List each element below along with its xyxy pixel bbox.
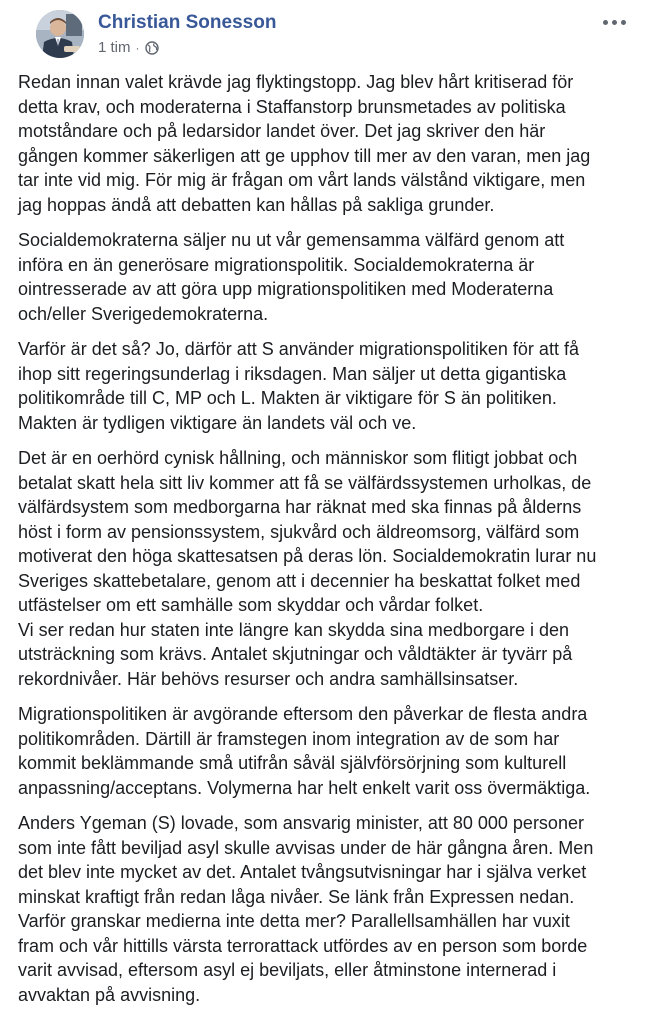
- post-paragraph: Redan innan valet krävde jag flyktingstopp. Jag blev hårt kritiserad för detta krav, och moderaterna i Staffanstorp brunsmetades av politiska motståndare och på ledarsidor landet över. Det jag skriver den här gången kommer säkerligen att ge upphov till mer av den varan, men jag tar inte vid mig. För mig är frågan om vårt lands välstånd viktigare, men jag hoppas ändå att debatten kan hållas på sakliga grunder.: [18, 72, 591, 215]
- author-name-link[interactable]: Christian Sonesson: [98, 12, 277, 33]
- post-timestamp[interactable]: 1 tim: [98, 39, 131, 56]
- post-body: [18, 70, 645, 1007]
- avatar[interactable]: [36, 10, 84, 58]
- post-paragraph: Varför är det så? Jo, därför att S använder migrationspolitiken för att få ihop sitt regeringsunderlag i riksdagen. Man säljer ut detta gigantiska politikområde till C, MP och L. Makten är viktigare för S än politiken. Makten är tydligen viktigare än landets väl och ve.: [18, 339, 579, 433]
- globe-icon[interactable]: [145, 41, 159, 55]
- more-dot: [621, 20, 626, 25]
- more-options-icon[interactable]: [597, 12, 631, 32]
- post-paragraph: Socialdemokraterna säljer nu ut vår gemensamma välfärd genom att införa en än generösare migrationspolitik. Socialdemokraterna är ointresserade av att göra upp migrationspolitiken med Moderaterna och/eller Sverigedemokraterna.: [18, 230, 565, 324]
- post-meta: [98, 39, 159, 56]
- post-paragraph: Anders Ygeman (S) lovade, som ansvarig minister, att 80 000 personer som inte fått beviljad asyl skulle avvisas under de här gångna åren. Men det blev inte mycket av det. Antalet tvångsutvisningar har i själva verket minskat kraftigt från redan låga nivåer. Se länk från Expressen nedan. Varför granskar medierna inte detta mer? Parallellsamhällen har vuxit fram och vår hittills värsta terrorattack utfördes av en person som borde varit avvisad, eftersom asyl ej beviljats, eller åtminstone internerad i avvaktan på avvisning.: [18, 813, 594, 1005]
- more-dot: [612, 20, 617, 25]
- post-paragraph: Migrationspolitiken är avgörande eftersom den påverkar de flesta andra politikområden. Därtill är framstegen inom integration av de som har kommit beklämmande små utifrån såväl självförsörjning som kulturell anpassning/acceptans. Volymerna har helt enkelt varit oss övermäktiga.: [18, 704, 591, 798]
- meta-separator: ·: [135, 40, 140, 55]
- profile-photo-icon: [36, 10, 84, 58]
- more-dot: [603, 20, 608, 25]
- post-header: [18, 0, 645, 68]
- post-paragraph: Det är en oerhörd cynisk hållning, och människor som flitigt jobbat och betalat skatt hela sitt liv kommer att få se välfärdssystemen urholkas, de välfärdsystem som medborgarna har räknat med ska finnas på ålderns höst i form av pensionssystem, sjukvård och äldreomsorg, välfärd som motiverat den höga skattesatsen på deras lön. Socialdemokratin lurar nu Sveriges skattebetalare, genom att i decennier ha beskattat folket med utfästelser om ett samhälle som skyddar och vårdar folket. Vi ser redan hur staten inte längre kan skydda sina medborgare i den utsträckning som krävs. Antalet skjutningar och våldtäkter är tyvärr på rekordnivåer. Här behövs resurser och andra samhällsinsatser.: [18, 448, 597, 689]
